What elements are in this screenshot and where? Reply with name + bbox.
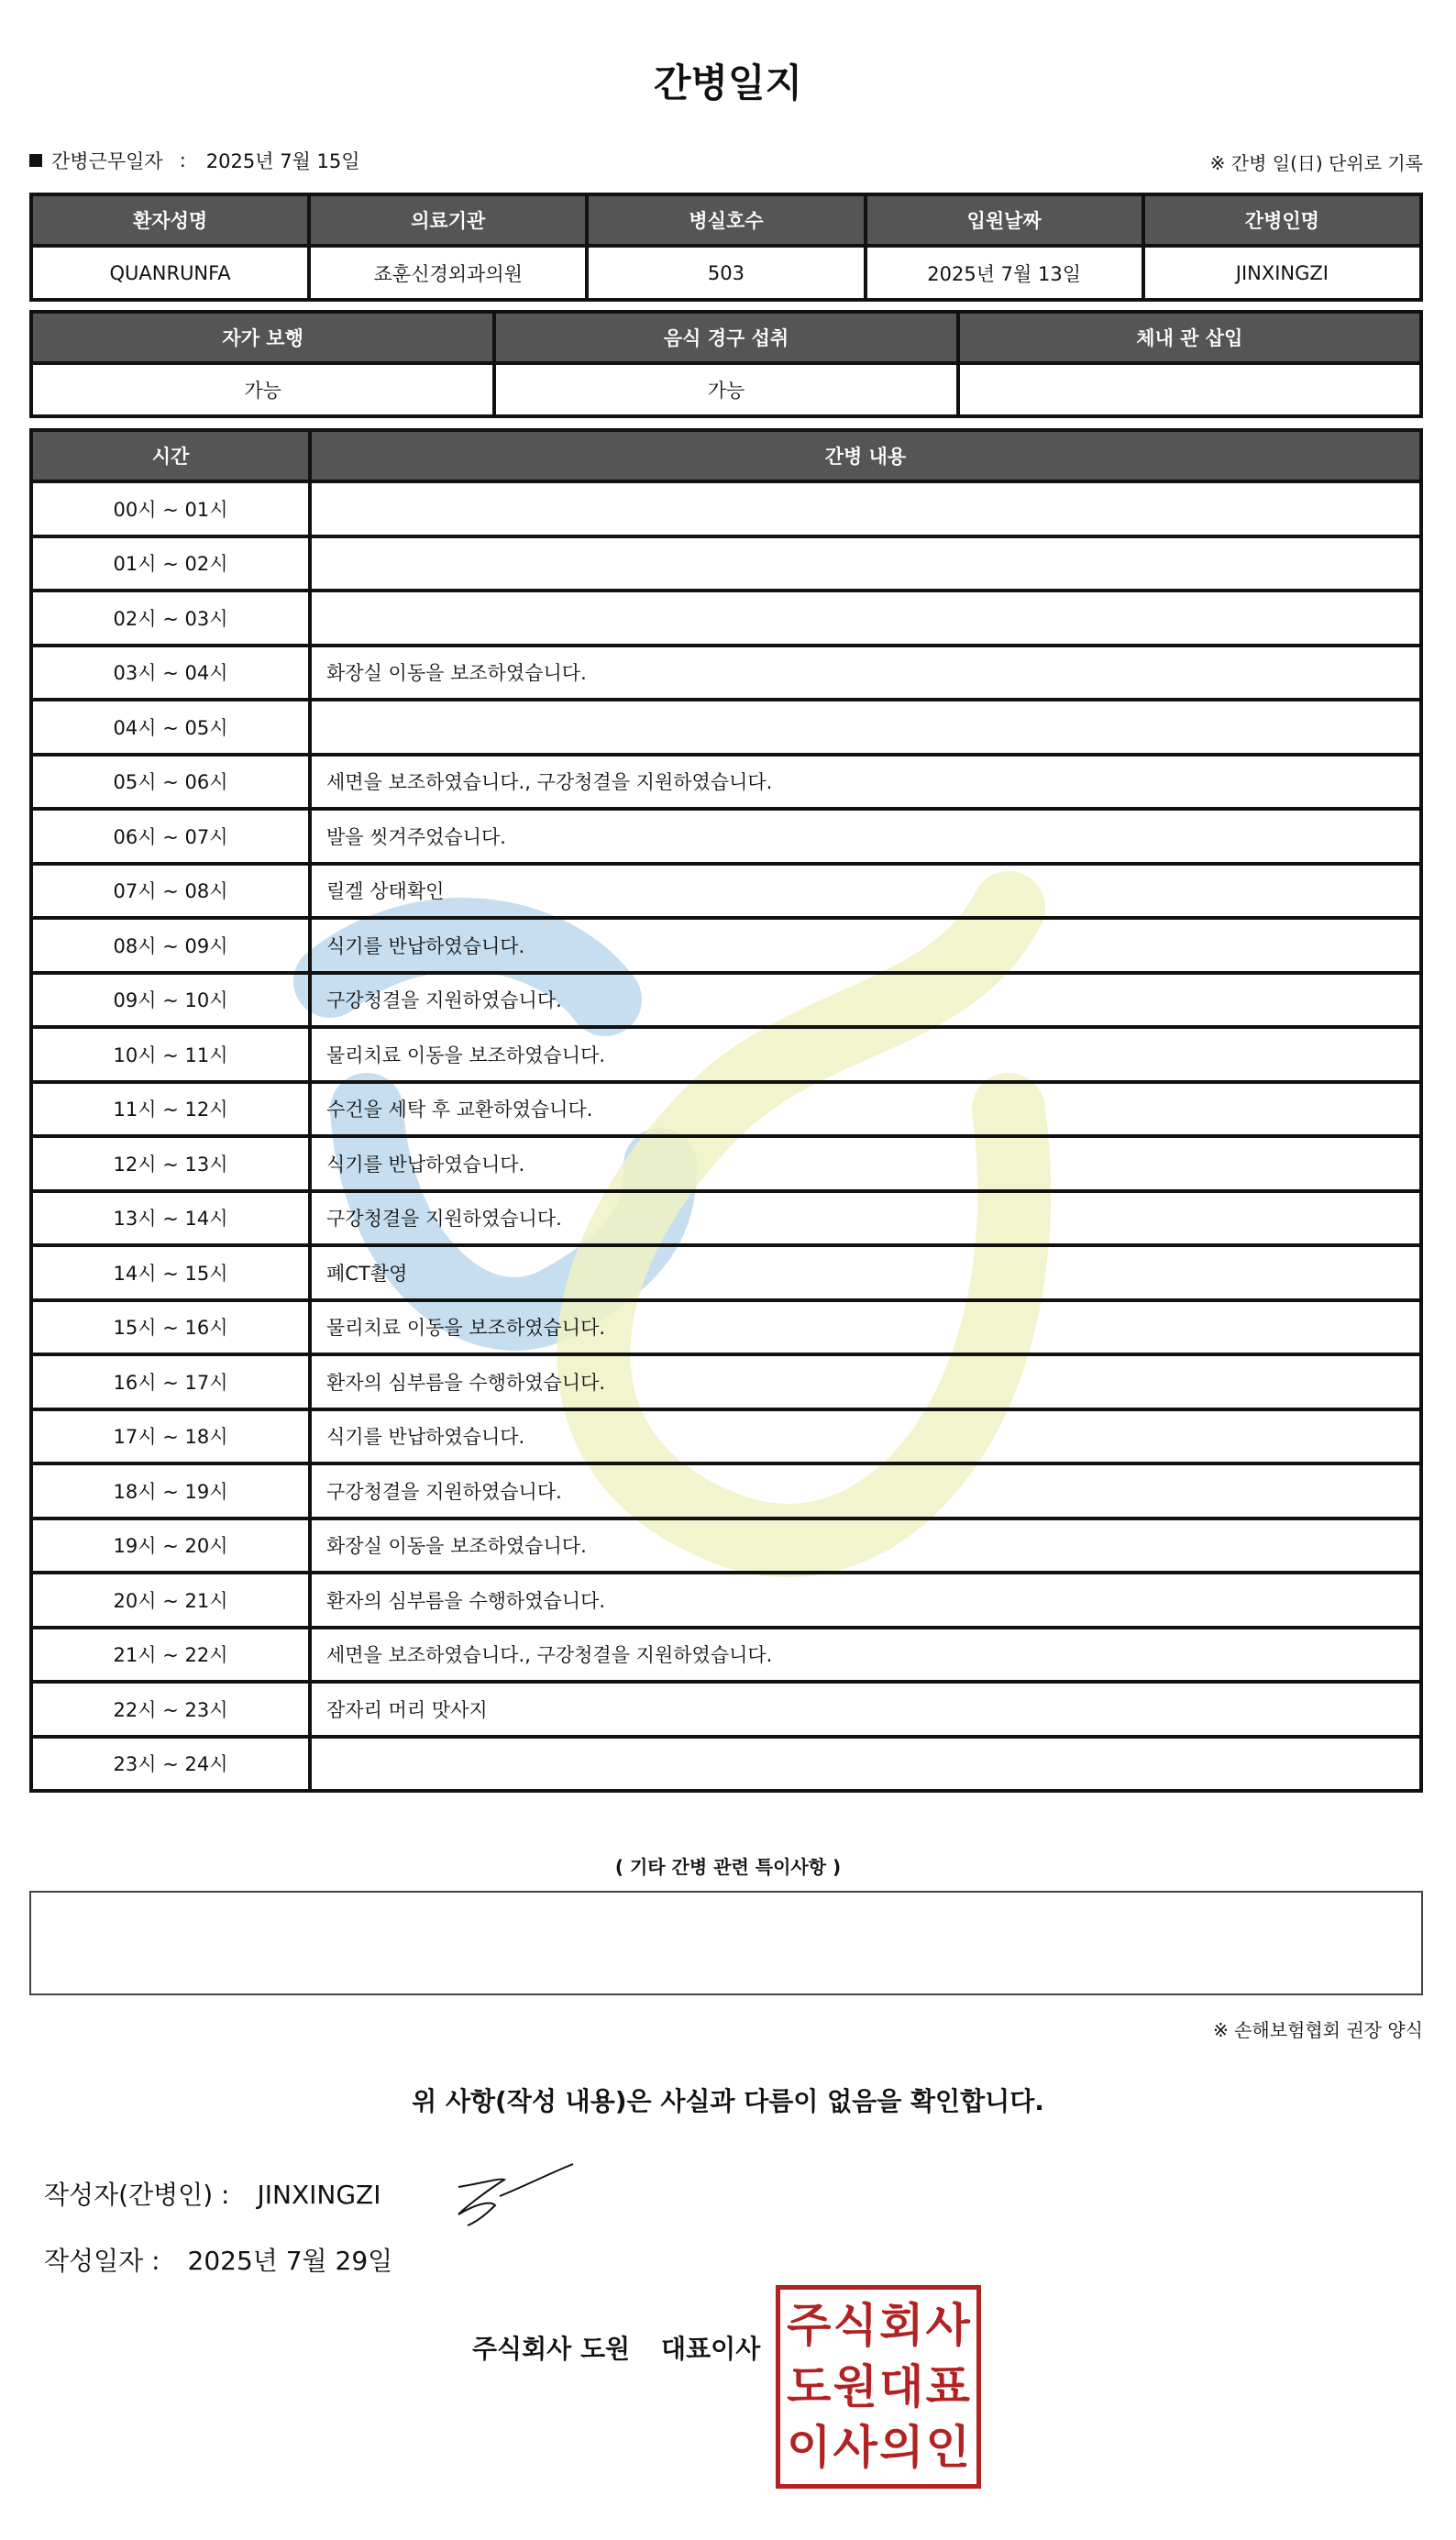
log-content: 식기를 반납하였습니다. [310,1409,1421,1464]
table-row [31,1409,1421,1464]
header-patient-name: 환자성명 [31,194,309,246]
log-time: 10시 ~ 11시 [31,1027,310,1082]
remarks-title: ( 기타 간병 관련 특이사항 ) [614,1856,842,1878]
self-walking-value: 가능 [31,363,494,416]
log-content: 잠자리 머리 맛사지 [310,1682,1421,1737]
status-info-table [29,310,1423,418]
log-time: 11시 ~ 12시 [31,1082,310,1137]
log-time: 06시 ~ 07시 [31,809,310,864]
unit-note: ※ 간병 일(日) 단위로 기록 [1209,152,1423,174]
header-time: 시간 [31,430,310,481]
seal-character: 식 [833,2299,877,2352]
table-row [31,591,1421,646]
log-content [310,591,1421,646]
log-content: 수건을 세탁 후 교환하였습니다. [310,1082,1421,1137]
table-row [31,1518,1421,1574]
seal-character: 표 [925,2359,970,2413]
work-date [29,147,360,174]
table-row [31,1027,1421,1082]
seal-character: 사 [833,2421,877,2475]
log-content: 화장실 이동을 보조하였습니다. [310,646,1421,701]
seal-character: 원 [833,2359,877,2413]
log-time: 00시 ~ 01시 [31,481,310,536]
header-self-walking: 자가 보행 [31,312,494,363]
log-content [310,481,1421,536]
header-care-content: 간병 내용 [310,430,1421,481]
log-content: 물리치료 이동을 보조하였습니다. [310,1300,1421,1355]
work-date-label: 간병근무일자 [51,150,163,172]
seal-character: 대 [879,2359,924,2413]
log-time: 05시 ~ 06시 [31,755,310,810]
header-tube-insertion: 체내 관 삽입 [958,312,1421,363]
log-content: 화장실 이동을 보조하였습니다. [310,1518,1421,1574]
seal-character: 이 [787,2421,832,2475]
table-row [31,755,1421,810]
log-time: 13시 ~ 14시 [31,1191,310,1246]
log-time: 01시 ~ 02시 [31,536,310,591]
log-time: 16시 ~ 17시 [31,1354,310,1409]
care-log-body [31,481,1421,1791]
log-time: 20시 ~ 21시 [31,1573,310,1628]
seal-character: 회 [879,2299,924,2352]
log-content: 발을 씻겨주었습니다. [310,809,1421,864]
table-row [31,1573,1421,1628]
seal-character: 주 [787,2299,832,2352]
hospital-name: 죠훈신경외과의원 [309,246,587,300]
tube-insertion-value [958,363,1421,416]
table-row [31,1463,1421,1518]
log-time: 23시 ~ 24시 [31,1737,310,1792]
header-oral-intake: 음식 경구 섭취 [494,312,957,363]
care-log-table [29,428,1423,1793]
patient-info-table [29,193,1423,302]
log-time: 19시 ~ 20시 [31,1518,310,1574]
log-time: 21시 ~ 22시 [31,1628,310,1683]
page-title: 간병일지 [653,61,803,105]
table-row [31,536,1421,591]
signature [449,2159,578,2233]
confirmation-statement: 위 사항(작성 내용)은 사실과 다름이 없음을 확인합니다. [412,2086,1044,2116]
log-time: 02시 ~ 03시 [31,591,310,646]
log-content [310,700,1421,755]
log-time: 15시 ~ 16시 [31,1300,310,1355]
author [44,2175,381,2212]
oral-intake-value: 가능 [494,363,957,416]
log-time: 12시 ~ 13시 [31,1136,310,1191]
admission-date: 2025년 7월 13일 [866,246,1143,300]
company-representative: 대표이사 [661,2334,761,2364]
log-content: 세면을 보조하였습니다., 구강청결을 지원하였습니다. [310,1628,1421,1683]
log-content: 식기를 반납하였습니다. [310,1136,1421,1191]
table-row [31,646,1421,701]
form-note: ※ 손해보험협회 권장 양식 [1212,2019,1423,2041]
seal-character: 인 [925,2421,970,2475]
log-content [310,1737,1421,1792]
work-date-value: 2025년 7월 15일 [205,150,360,172]
company-name: 주식회사 도원 [472,2334,631,2364]
log-content: 폐CT촬영 [310,1245,1421,1300]
table-row [31,1191,1421,1246]
table-row [31,1682,1421,1737]
caregiver-name: JINXINGZI [1143,246,1421,300]
header-hospital: 의료기관 [309,194,587,246]
log-time: 14시 ~ 15시 [31,1245,310,1300]
table-row [31,918,1421,973]
bullet-square-icon [29,154,42,167]
table-row [31,1300,1421,1355]
room-number: 503 [587,246,865,300]
table-row [31,1628,1421,1683]
log-content: 구강청결을 지원하였습니다. [310,973,1421,1028]
log-content: 세면을 보조하였습니다., 구강청결을 지원하였습니다. [310,755,1421,810]
table-row [31,700,1421,755]
log-time: 18시 ~ 19시 [31,1463,310,1518]
patient-name: QUANRUNFA [31,246,309,300]
header-caregiver-name: 간병인명 [1143,194,1421,246]
seal-character: 사 [925,2299,970,2352]
written-date-value: 2025년 7월 29일 [187,2246,393,2276]
log-time: 07시 ~ 08시 [31,864,310,919]
log-content [310,536,1421,591]
seal-character: 도 [787,2359,832,2413]
log-time: 03시 ~ 04시 [31,646,310,701]
header-admission-date: 입원날짜 [866,194,1143,246]
log-time: 22시 ~ 23시 [31,1682,310,1737]
company [472,2329,760,2366]
log-content: 물리치료 이동을 보조하였습니다. [310,1027,1421,1082]
table-row [31,1354,1421,1409]
log-content: 환자의 심부름을 수행하였습니다. [310,1573,1421,1628]
header-room: 병실호수 [587,194,865,246]
log-content: 환자의 심부름을 수행하였습니다. [310,1354,1421,1409]
remarks-box [29,1891,1423,1995]
written-date [44,2241,392,2278]
table-row [31,864,1421,919]
log-content: 식기를 반납하였습니다. [310,918,1421,973]
table-row [31,1737,1421,1792]
table-row [31,1136,1421,1191]
log-time: 09시 ~ 10시 [31,973,310,1028]
log-content: 구강청결을 지원하였습니다. [310,1463,1421,1518]
log-time: 04시 ~ 05시 [31,700,310,755]
company-seal [776,2285,981,2489]
seal-character: 의 [879,2421,924,2475]
work-date-colon: : [179,149,186,171]
table-row [31,973,1421,1028]
written-date-label: 작성일자 : [44,2246,160,2276]
log-time: 17시 ~ 18시 [31,1409,310,1464]
table-row [31,1082,1421,1137]
author-value: JINXINGZI [257,2180,381,2210]
table-row [31,1245,1421,1300]
log-content: 릴겔 상태확인 [310,864,1421,919]
log-content: 구강청결을 지원하였습니다. [310,1191,1421,1246]
log-time: 08시 ~ 09시 [31,918,310,973]
table-row [31,481,1421,536]
author-label: 작성자(간병인) : [44,2180,230,2210]
table-row [31,809,1421,864]
